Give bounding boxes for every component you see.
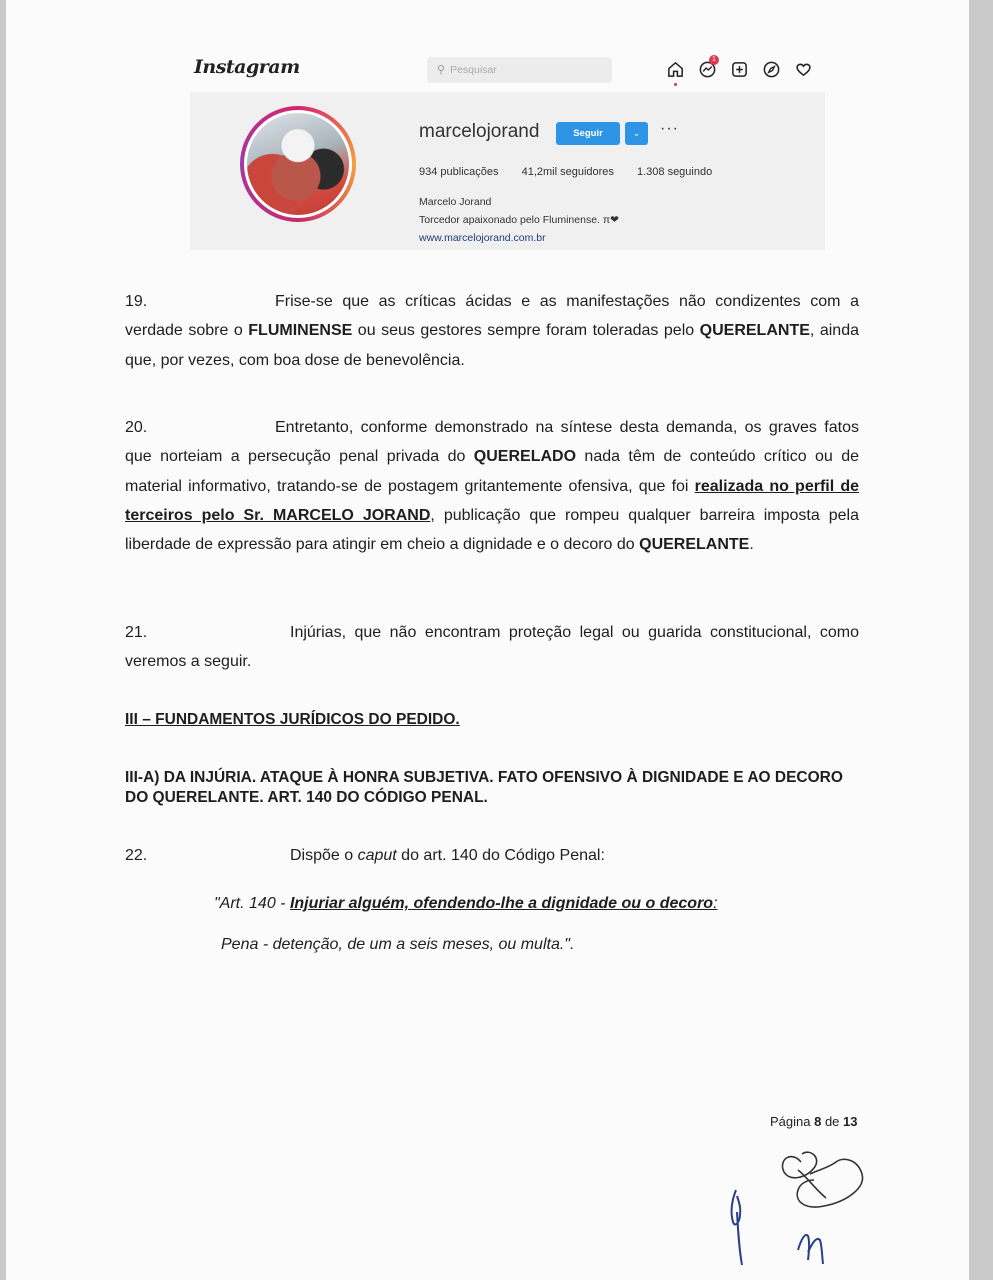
paragraph-text: , ainda que, por vezes, com boa dose de benevolência. — [125, 322, 859, 369]
handwritten-signature — [706, 1140, 876, 1275]
page-number — [770, 1114, 857, 1129]
emphasis-text: QUERELANTE — [699, 322, 810, 340]
legal-quote — [214, 895, 718, 913]
paragraph-number: 22. — [125, 847, 148, 864]
total-pages: 13 — [843, 1114, 858, 1129]
search-placeholder: Pesquisar — [450, 64, 497, 76]
paragraph-text: nada têm de conteúdo crítico ou de material informativo, tratando-se de postagem gritantemente ofensiva, que foi — [125, 448, 860, 495]
page-separator: de — [821, 1114, 844, 1129]
paragraph-text: ou seus gestores sempre foram toleradas pelo — [352, 322, 700, 340]
paragraph-text: Frise-se que as críticas ácidas e as manifestações não condizentes com a verdade sobre o — [125, 293, 859, 340]
search-icon: ⚲ — [437, 64, 446, 76]
paragraph-text: Entretanto, conforme demonstrado na síntese desta demanda, os graves fatos que norteiam a persecução penal privada do — [125, 419, 859, 466]
paragraph-number: 21. — [125, 624, 148, 641]
emphasis-text: QUERELANTE — [639, 536, 750, 554]
notification-badge: 1 — [709, 55, 719, 65]
suggestions-button[interactable] — [625, 122, 648, 145]
document-page — [6, 0, 969, 1280]
paragraph-number: 19. — [125, 293, 148, 310]
profile-website-link[interactable]: www.marcelojorand.com.br — [419, 232, 546, 244]
paragraph-text: , publicação que rompeu qualquer barreira imposta pela liberdade de expressão para atingir em cheio a dignidade e o decoro do — [125, 506, 860, 554]
messenger-icon[interactable] — [698, 56, 717, 82]
paragraph-20 — [125, 413, 859, 559]
profile-stats — [419, 166, 732, 178]
heart-icon[interactable] — [794, 60, 813, 82]
instagram-logo: Instagram — [194, 56, 300, 78]
page-label: Página — [770, 1114, 815, 1129]
paragraph-text: Injúrias, que não encontram proteção legal ou guarida constitucional, como veremos a seguir. — [125, 624, 859, 671]
profile-username: marcelojorand — [419, 121, 540, 142]
following-count[interactable]: 1.308 seguindo — [636, 166, 713, 178]
italic-text: caput — [357, 847, 397, 864]
search-input[interactable] — [427, 57, 612, 83]
instagram-profile-card — [190, 92, 825, 250]
quote-emphasis: Injuriar alguém, ofendendo-lhe a dignidade ou o decoro — [289, 895, 714, 912]
profile-full-name: Marcelo Jorand — [419, 196, 492, 208]
home-icon[interactable] — [666, 60, 685, 82]
avatar[interactable] — [244, 110, 352, 218]
profile-bio: Torcedor apaixonado pelo Fluminense. π❤ — [419, 214, 619, 226]
paragraph-text: . — [749, 536, 754, 554]
follow-button[interactable]: Seguir — [556, 122, 620, 145]
paragraph-text: Dispõe o — [290, 847, 358, 864]
posts-count[interactable]: 934 publicações — [419, 166, 499, 178]
legal-quote-penalty: Pena - detenção, de um a seis meses, ou multa.". — [221, 936, 575, 953]
instagram-header — [6, 0, 969, 95]
followers-count[interactable]: 41,2mil seguidores — [521, 166, 614, 178]
paragraph-21 — [125, 618, 859, 677]
paragraph-19 — [125, 287, 859, 375]
explore-icon[interactable] — [762, 60, 781, 82]
paragraph-22 — [125, 841, 859, 870]
quote-suffix: : — [713, 895, 718, 912]
emphasis-text: FLUMINENSE — [248, 322, 353, 340]
paragraph-text: do art. 140 do Código Penal: — [396, 847, 605, 864]
quote-prefix: "Art. 140 - — [214, 895, 290, 912]
subsection-heading: III-A) DA INJÚRIA. ATAQUE À HONRA SUBJETIVA. FATO OFENSIVO À DIGNIDADE E AO DECORO DO QUERELANTE. ART. 140 DO CÓDIGO PENAL. — [125, 769, 843, 806]
emphasis-text: QUERELADO — [473, 448, 577, 466]
section-heading: III – FUNDAMENTOS JURÍDICOS DO PEDIDO. — [125, 711, 460, 728]
new-post-icon[interactable] — [730, 60, 749, 82]
current-page: 8 — [814, 1114, 822, 1129]
active-indicator — [674, 83, 677, 86]
chevron-down-icon: ⌄ — [632, 128, 641, 138]
avatar-ring — [240, 106, 356, 222]
paragraph-number: 20. — [125, 419, 148, 436]
underlined-emphasis: realizada no perfil de terceiros pelo Sr. MARCELO JORAND — [125, 477, 860, 524]
more-options-button[interactable]: ··· — [660, 120, 679, 137]
